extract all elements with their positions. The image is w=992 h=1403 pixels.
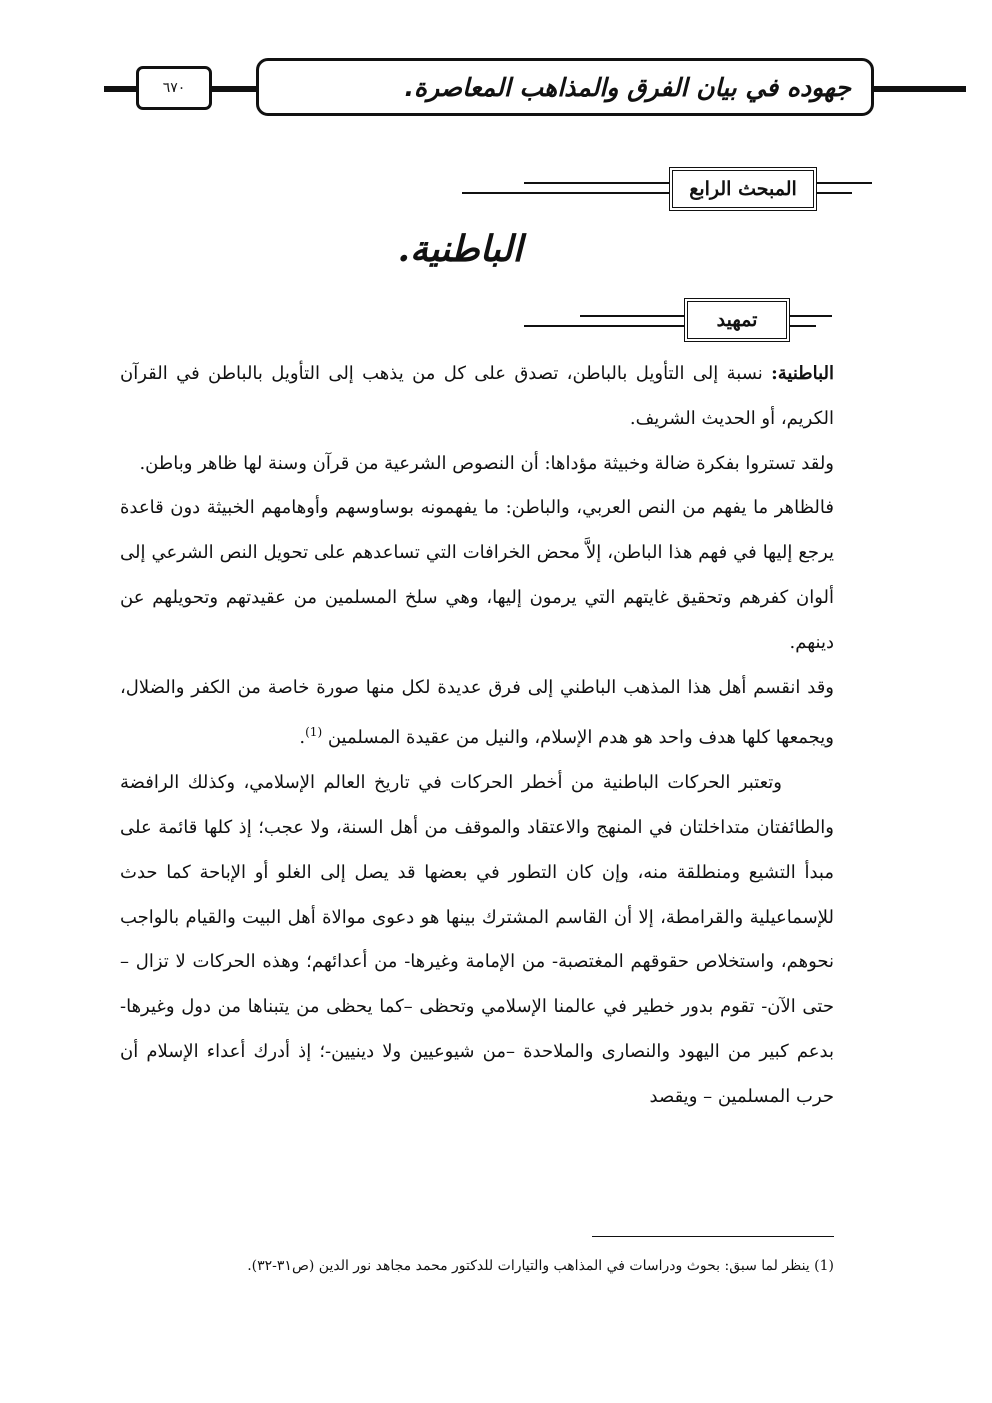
footnote: (1) ينظر لما سبق: بحوث ودراسات في المذاهب والتيارات للدكتور محمد مجاهد نور الدين (ص٣١-٣٢). — [247, 1258, 834, 1274]
body-text — [120, 352, 834, 1120]
footnote-separator — [592, 1236, 834, 1237]
paragraph — [120, 486, 834, 665]
section-label: المبحث الرابع — [669, 167, 817, 211]
defined-term: الباطنية: — [771, 363, 834, 384]
section-rule-right-top — [816, 182, 872, 184]
paragraph — [120, 352, 834, 442]
paragraph — [120, 442, 834, 487]
subheading-rule-right-bottom — [790, 325, 816, 327]
section-rule-right-bottom — [816, 192, 852, 194]
paragraph-tail: . — [299, 727, 306, 749]
paragraph-text: ولقد تستروا بفكرة ضالة وخبيثة مؤداها: أن النصوص الشرعية من قرآن وسنة لها ظاهر وباطن. — [139, 452, 834, 474]
subheading-rule-right-top — [790, 315, 832, 317]
section-rule-left-top — [524, 182, 670, 184]
header-rule-right — [872, 86, 966, 92]
running-title: جهوده في بيان الفرق والمذاهب المعاصرة. — [256, 58, 874, 116]
paragraph-text: وتعتبر الحركات الباطنية من أخطر الحركات في تاريخ العالم الإسلامي، وكذلك الرافضة والطائفتان متداخلتان في المنهج والاعتقاد والموقف من أهل السنة، ولا عجب؛ إذ كلها قائمة على مبدأ التشيع ومنطلقة منه، وإن كان التطور في بعضها قد يصل إلى الغلو أو الإباحة كما حدث للإسماعيلية والقرامطة، إلا أن القاسم المشترك بينها هو دعوى موالاة أهل البيت والقيام بالواجب نحوهم، واستخلاص حقوقهم المغتصبة- من الإمامة وغيرها- من أعدائهم؛ وهذه الحركات لا تزال –حتى الآن- تقوم بدور خطير في عالمنا الإسلامي وتحظى –كما يحظى من يتبناها من دول وغيرها- بدعم كبير من اليهود والنصارى والملاحدة –من شيوعيين ولا دينيين-؛ إذ أدرك أعداء الإسلام أن حرب المسلمين – ويقصد — [120, 772, 834, 1107]
page-number: ٦٧٠ — [136, 66, 212, 110]
subheading-rule-left-bottom — [524, 325, 684, 327]
paragraph — [120, 761, 834, 1119]
paragraph-text: وقد انقسم أهل هذا المذهب الباطني إلى فرق عديدة لكل منها صورة خاصة من الكفر والضلال، ويجمعها كلها هدف واحد هو هدم الإسلام، والنيل من عقيدة المسلمين — [120, 676, 834, 749]
header-rule-middle — [212, 86, 258, 92]
header-rule-left — [104, 86, 138, 92]
footnote-reference[interactable]: (1) — [305, 725, 323, 740]
section-rule-left-bottom — [462, 192, 670, 194]
subheading: تمهيد — [684, 298, 790, 342]
paragraph — [120, 666, 834, 762]
main-heading: الباطنية. — [397, 228, 523, 270]
subheading-rule-left-top — [580, 315, 684, 317]
paragraph-text: نسبة إلى التأويل بالباطن، تصدق على كل من يذهب إلى التأويل بالباطن في القرآن الكريم، أو الحديث الشريف. — [120, 363, 834, 429]
paragraph-text: فالظاهر ما يفهم من النص العربي، والباطن: ما يفهمونه بوساوسهم وأوهامهم الخبيثة دون قاعدة يرجع إليها في فهم هذا الباطن، إلاَّ محض الخرافات التي تساعدهم على تحويل النص الشرعي إلى ألوان كفرهم وتحقيق غايتهم التي يرمون إليها، وهي سلخ المسلمين من عقيدتهم وتحويلهم عن دينهم. — [120, 497, 834, 653]
